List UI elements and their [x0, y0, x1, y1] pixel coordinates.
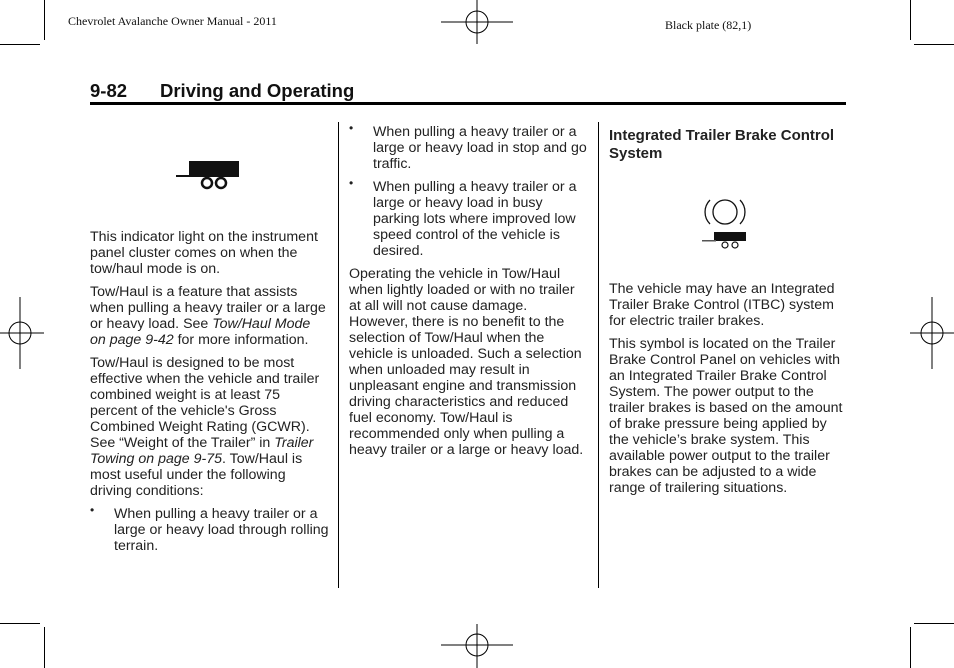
- paragraph: Operating the vehicle in Tow/Haul when lightly loaded or with no trailer at all will not cause damage. However, there is no benefit to the selection of Tow/Haul when the vehicle is unloaded. Such a selection when unloaded may result in unpleasant engine and transmission driving characteristics and reduced fuel economy. Tow/Haul is recommended only when pulling a heavy trailer or a large or heavy load.: [349, 266, 584, 458]
- bullet-icon: •: [90, 503, 95, 517]
- column-3-body: [609, 281, 847, 503]
- crop-mark: [914, 44, 954, 45]
- column-1: [90, 229, 330, 561]
- crop-mark: [44, 0, 45, 40]
- text: When pulling a heavy trailer or a large or heavy load in busy parking lots where improved low speed control of the vehicle is desired.: [373, 179, 577, 259]
- section-title: Driving and Operating: [160, 80, 355, 101]
- tow-haul-trailer-icon: [175, 160, 241, 190]
- registration-mark: [0, 297, 44, 369]
- crop-mark: [910, 0, 911, 40]
- paragraph: The vehicle may have an Integrated Trailer Brake Control (ITBC) system for electric trailer brakes.: [609, 281, 835, 329]
- column-divider: [598, 122, 599, 588]
- bullet-item: [90, 503, 330, 554]
- heading-rule: [90, 102, 846, 105]
- registration-mark: [441, 624, 513, 668]
- subsection-heading: Integrated Trailer Brake Control System: [609, 127, 835, 162]
- manual-title: Chevrolet Avalanche Owner Manual - 2011: [68, 14, 277, 28]
- crop-mark: [914, 623, 954, 624]
- paragraph: [90, 284, 330, 348]
- column-divider: [338, 122, 339, 588]
- bullet-icon: •: [349, 176, 354, 190]
- text: . Tow/Haul is most useful under the following driving conditions:: [90, 451, 303, 499]
- column-3: [609, 127, 847, 177]
- text: for more information.: [173, 332, 309, 348]
- crop-mark: [0, 623, 40, 624]
- bullet-item: [349, 176, 589, 259]
- crop-mark: [910, 627, 911, 668]
- paragraph: [90, 355, 330, 499]
- text: When pulling a heavy trailer or a large or heavy load through rolling terrain.: [114, 506, 329, 554]
- bullet-item: [349, 121, 589, 172]
- paragraph: This symbol is located on the Trailer Brake Control Panel on vehicles with an Integrated Trailer Brake Control System. The power output to the trailer brakes is based on the amount of brake pressure being applied by the vehicle’s brake system. This available power output to the trailer brakes can be adjusted to a wide range of trailering situations.: [609, 336, 843, 496]
- plate-label: Black plate (82,1): [665, 18, 752, 32]
- registration-mark: [441, 0, 513, 44]
- cross-reference-link[interactable]: Tow/Haul Mode on page 9‑42: [90, 316, 311, 348]
- crop-mark: [0, 44, 40, 45]
- text: Tow/Haul is designed to be most effective when the vehicle and trailer combined weight is at least 75 percent of the vehicle's Gross Combined Weight Rating (GCWR). See “Weight of the Trailer” in: [90, 355, 320, 451]
- page-heading: [90, 80, 354, 102]
- trailer-brake-icon: [700, 194, 750, 250]
- paragraph: This indicator light on the instrument panel cluster comes on when the tow/haul mode is on.: [90, 229, 318, 277]
- registration-mark: [910, 297, 954, 369]
- crop-mark: [44, 627, 45, 668]
- page-number: 9-82: [90, 80, 128, 101]
- cross-reference-link[interactable]: Trailer Towing on page 9‑75: [90, 435, 314, 467]
- bullet-icon: •: [349, 121, 354, 135]
- column-2: [349, 121, 589, 465]
- text: Tow/Haul is a feature that assists when pulling a heavy trailer or a large or heavy load. See: [90, 284, 326, 332]
- text: When pulling a heavy trailer or a large or heavy load in stop and go traffic.: [373, 124, 587, 172]
